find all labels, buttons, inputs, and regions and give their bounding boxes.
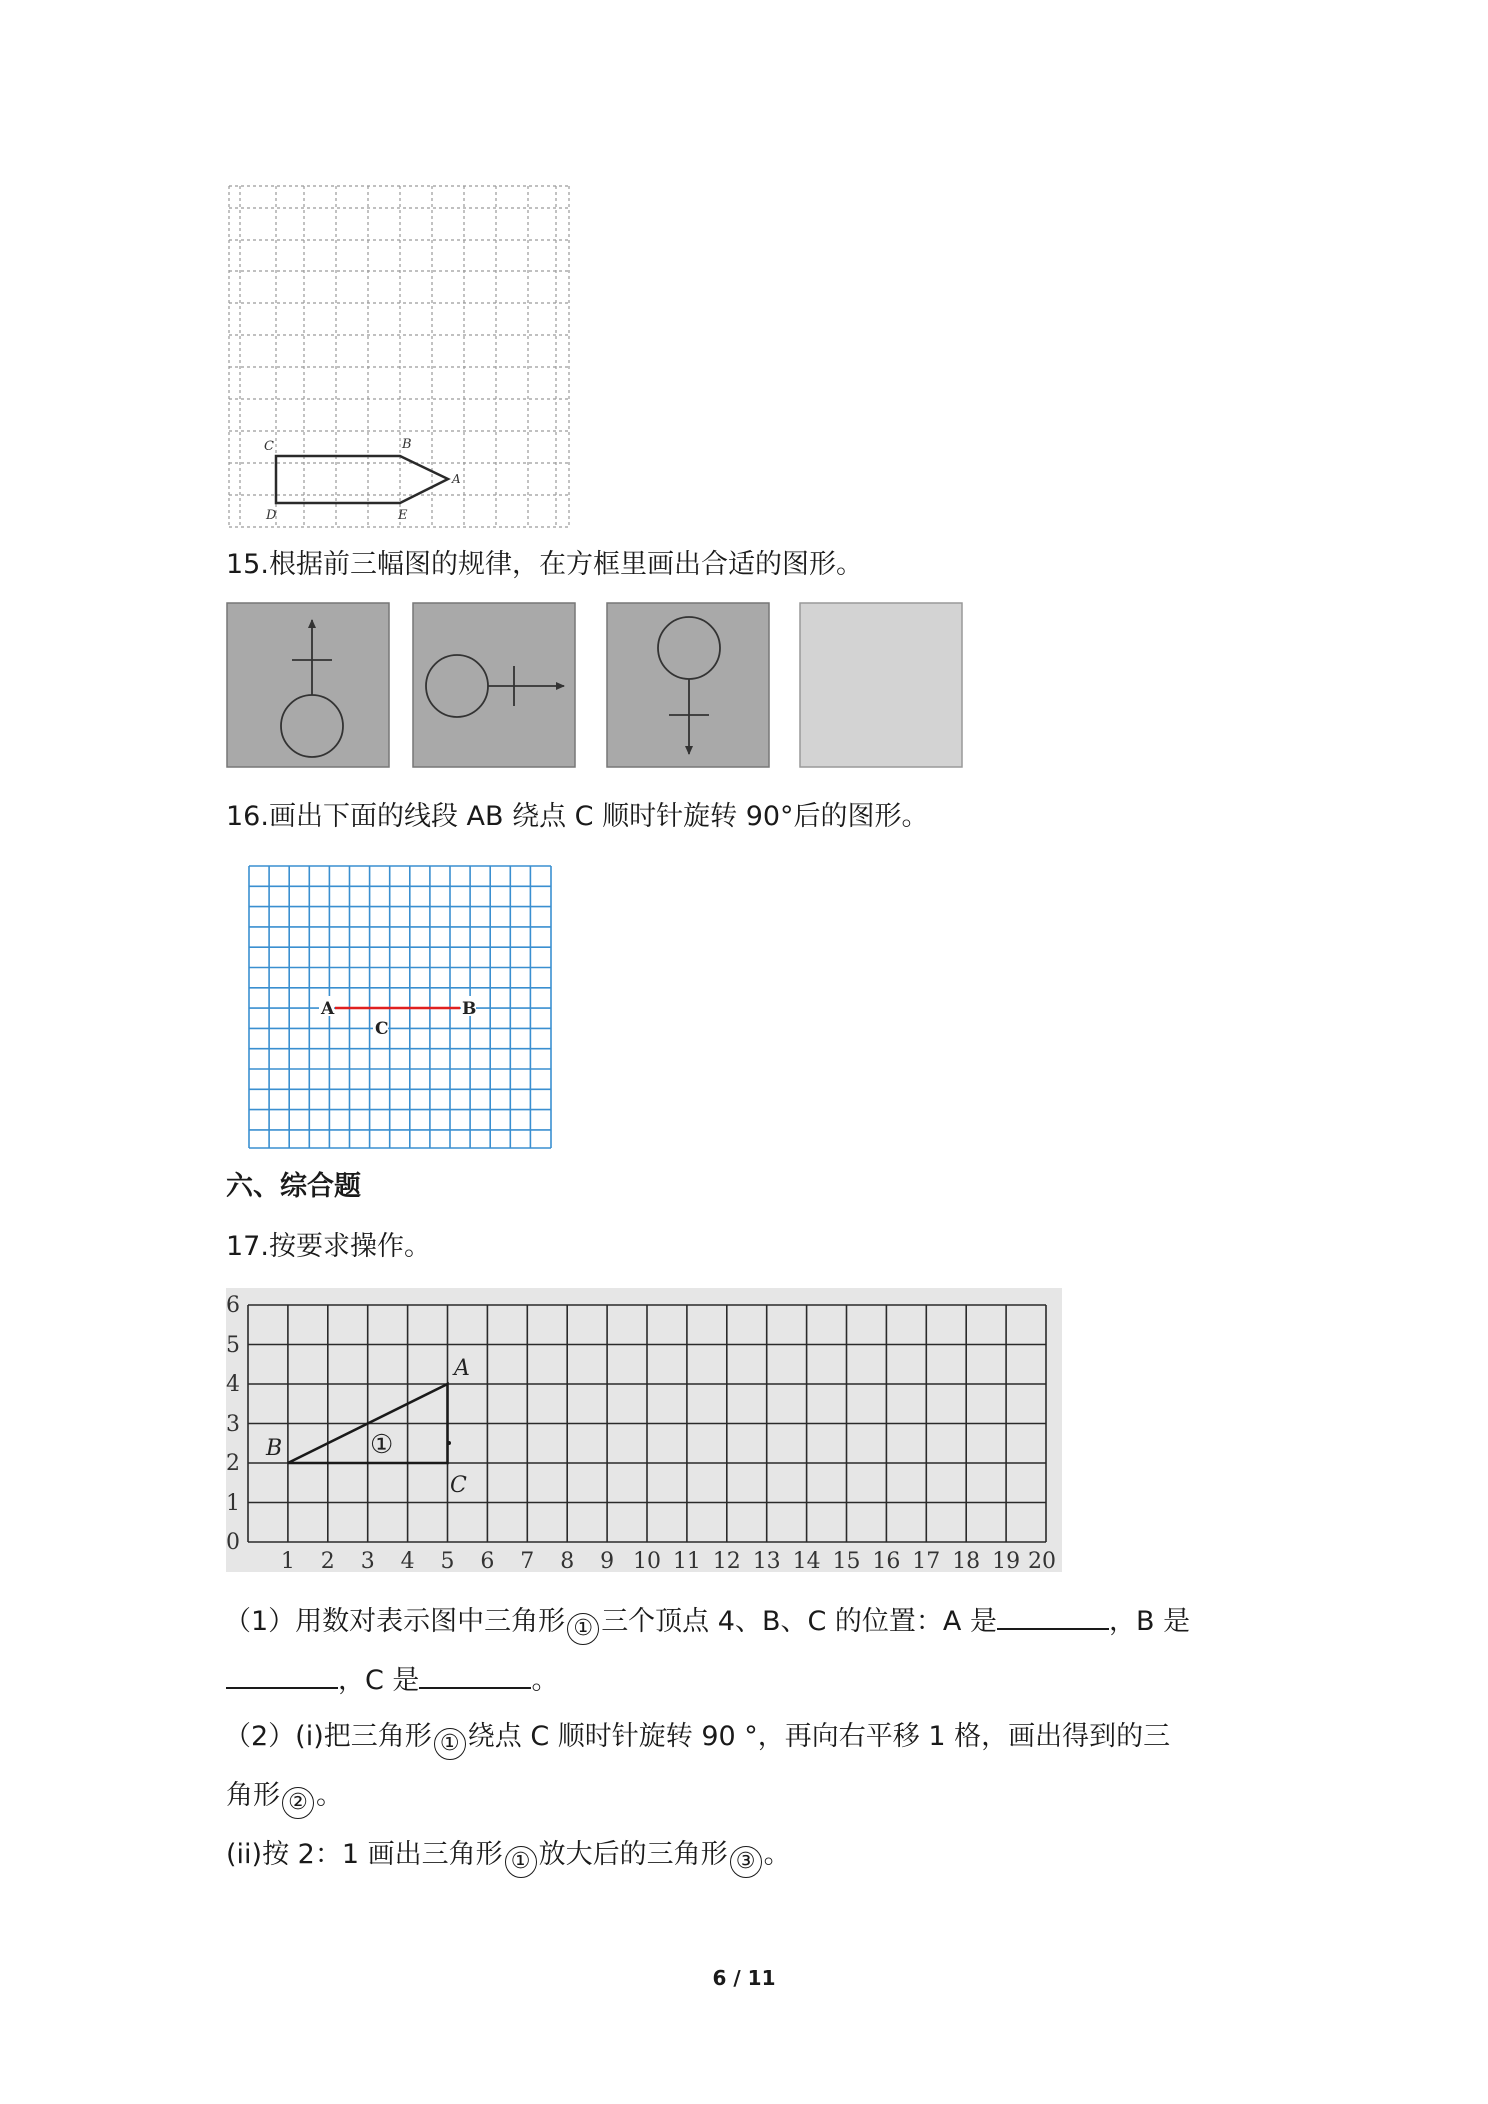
q15-panel-3 xyxy=(607,603,769,767)
q14-label-b: B xyxy=(402,437,412,452)
q17-part2-circle-2: ② xyxy=(282,1787,314,1819)
q17-x-tick-11: 11 xyxy=(672,1549,701,1572)
q14-label-d: D xyxy=(266,508,277,523)
q17-x-tick-14: 14 xyxy=(792,1549,821,1572)
q17-x-tick-17: 17 xyxy=(912,1549,941,1572)
q17-text: 17.按要求操作。 xyxy=(226,1231,431,1262)
q17-label-shape-1: ① xyxy=(370,1430,394,1460)
q15-figure xyxy=(226,602,966,772)
q17-part1-text-d: ，C 是 xyxy=(338,1665,420,1696)
answer-blank-c[interactable] xyxy=(419,1661,531,1689)
q14-label-c: C xyxy=(264,439,274,454)
q14-label-a: A xyxy=(452,472,461,486)
q17-x-tick-19: 19 xyxy=(992,1549,1021,1572)
q17-x-tick-4: 4 xyxy=(400,1549,415,1572)
q14-label-e: E xyxy=(398,508,408,523)
answer-blank-a[interactable] xyxy=(997,1602,1109,1630)
q17-part3-text-a: (ii)按 2：1 画出三角形 xyxy=(226,1839,503,1870)
q17-x-tick-13: 13 xyxy=(752,1549,781,1572)
q17-x-tick-18: 18 xyxy=(952,1549,981,1572)
q15-panel-1 xyxy=(227,603,389,767)
q17-x-tick-16: 16 xyxy=(872,1549,901,1572)
q17-x-tick-5: 5 xyxy=(440,1549,455,1572)
q17-part2-line2 xyxy=(226,1778,343,1819)
q16-label-c: C xyxy=(375,1019,389,1039)
q17-x-tick-9: 9 xyxy=(600,1549,615,1572)
q15-panel-2 xyxy=(413,603,575,767)
q17-part1-text-b: 三个顶点 4、B、C 的位置：A 是 xyxy=(601,1606,997,1637)
q17-y-tick-1: 1 xyxy=(226,1491,240,1516)
q17-y-tick-0: 0 xyxy=(226,1530,240,1555)
q17-part1-text-a: （1）用数对表示图中三角形 xyxy=(224,1606,566,1637)
q14-figure xyxy=(226,183,572,531)
q17-part2-text-a: （2）(i)把三角形 xyxy=(224,1721,432,1752)
q17-x-tick-2: 2 xyxy=(320,1549,335,1572)
q17-part1-line1 xyxy=(224,1602,1190,1645)
q17-part3-text-b: 放大后的三角形 xyxy=(538,1839,728,1870)
q16-figure xyxy=(247,864,553,1150)
q17-y-tick-5: 5 xyxy=(226,1333,240,1358)
q17-label-a: A xyxy=(454,1356,470,1381)
q17-x-tick-1: 1 xyxy=(280,1549,295,1572)
q15-answer-box[interactable] xyxy=(800,603,962,767)
q17-part3-text-c: 。 xyxy=(763,1839,791,1870)
q16-label-a: A xyxy=(321,999,335,1019)
q17-x-tick-6: 6 xyxy=(480,1549,495,1572)
q16-text: 16.画出下面的线段 AB 绕点 C 顺时针旋转 90°后的图形。 xyxy=(226,801,929,832)
q17-figure xyxy=(226,1288,1062,1572)
q17-x-tick-3: 3 xyxy=(360,1549,375,1572)
q17-background xyxy=(226,1288,1062,1572)
q17-x-tick-8: 8 xyxy=(560,1549,575,1572)
q17-point-c-dot xyxy=(447,1441,451,1445)
q17-x-tick-10: 10 xyxy=(633,1549,661,1572)
q17-part1-text-e: 。 xyxy=(531,1665,559,1696)
section6-heading: 六、综合题 xyxy=(226,1171,361,1202)
q17-x-tick-7: 7 xyxy=(520,1549,535,1572)
q17-part2-line1 xyxy=(224,1719,1170,1760)
q16-label-b: B xyxy=(462,999,477,1019)
q17-part2-text-c: 角形 xyxy=(226,1780,280,1811)
q17-part3-circle-3: ③ xyxy=(730,1846,762,1878)
q17-y-tick-2: 2 xyxy=(226,1451,240,1476)
q17-part1-circle: ① xyxy=(567,1613,599,1645)
q17-y-ticks xyxy=(226,1293,240,1555)
q17-part1-line2 xyxy=(226,1661,558,1699)
q14-grid xyxy=(229,186,569,527)
q17-y-tick-4: 4 xyxy=(226,1372,240,1397)
q17-x-tick-12: 12 xyxy=(712,1549,741,1572)
q15-text: 15.根据前三幅图的规律，在方框里画出合适的图形。 xyxy=(226,549,863,580)
answer-blank-b[interactable] xyxy=(226,1661,338,1689)
q17-label-c: C xyxy=(450,1473,467,1498)
q17-y-tick-3: 3 xyxy=(226,1412,240,1437)
q17-label-b: B xyxy=(266,1436,283,1461)
q17-x-tick-20: 20 xyxy=(1028,1549,1056,1572)
q17-part1-text-c: ，B 是 xyxy=(1108,1606,1191,1637)
q17-y-tick-6: 6 xyxy=(226,1293,240,1318)
q17-part2-circle-1: ① xyxy=(434,1728,466,1760)
page-number: 6 / 11 xyxy=(712,1966,776,1990)
q17-part2-text-d: 。 xyxy=(316,1780,343,1811)
q17-x-tick-15: 15 xyxy=(832,1549,861,1572)
q17-part3-line xyxy=(226,1837,791,1878)
q17-part2-text-b: 绕点 C 顺时针旋转 90 °，再向右平移 1 格，画出得到的三 xyxy=(467,1721,1171,1752)
q17-part3-circle-1: ① xyxy=(505,1846,537,1878)
